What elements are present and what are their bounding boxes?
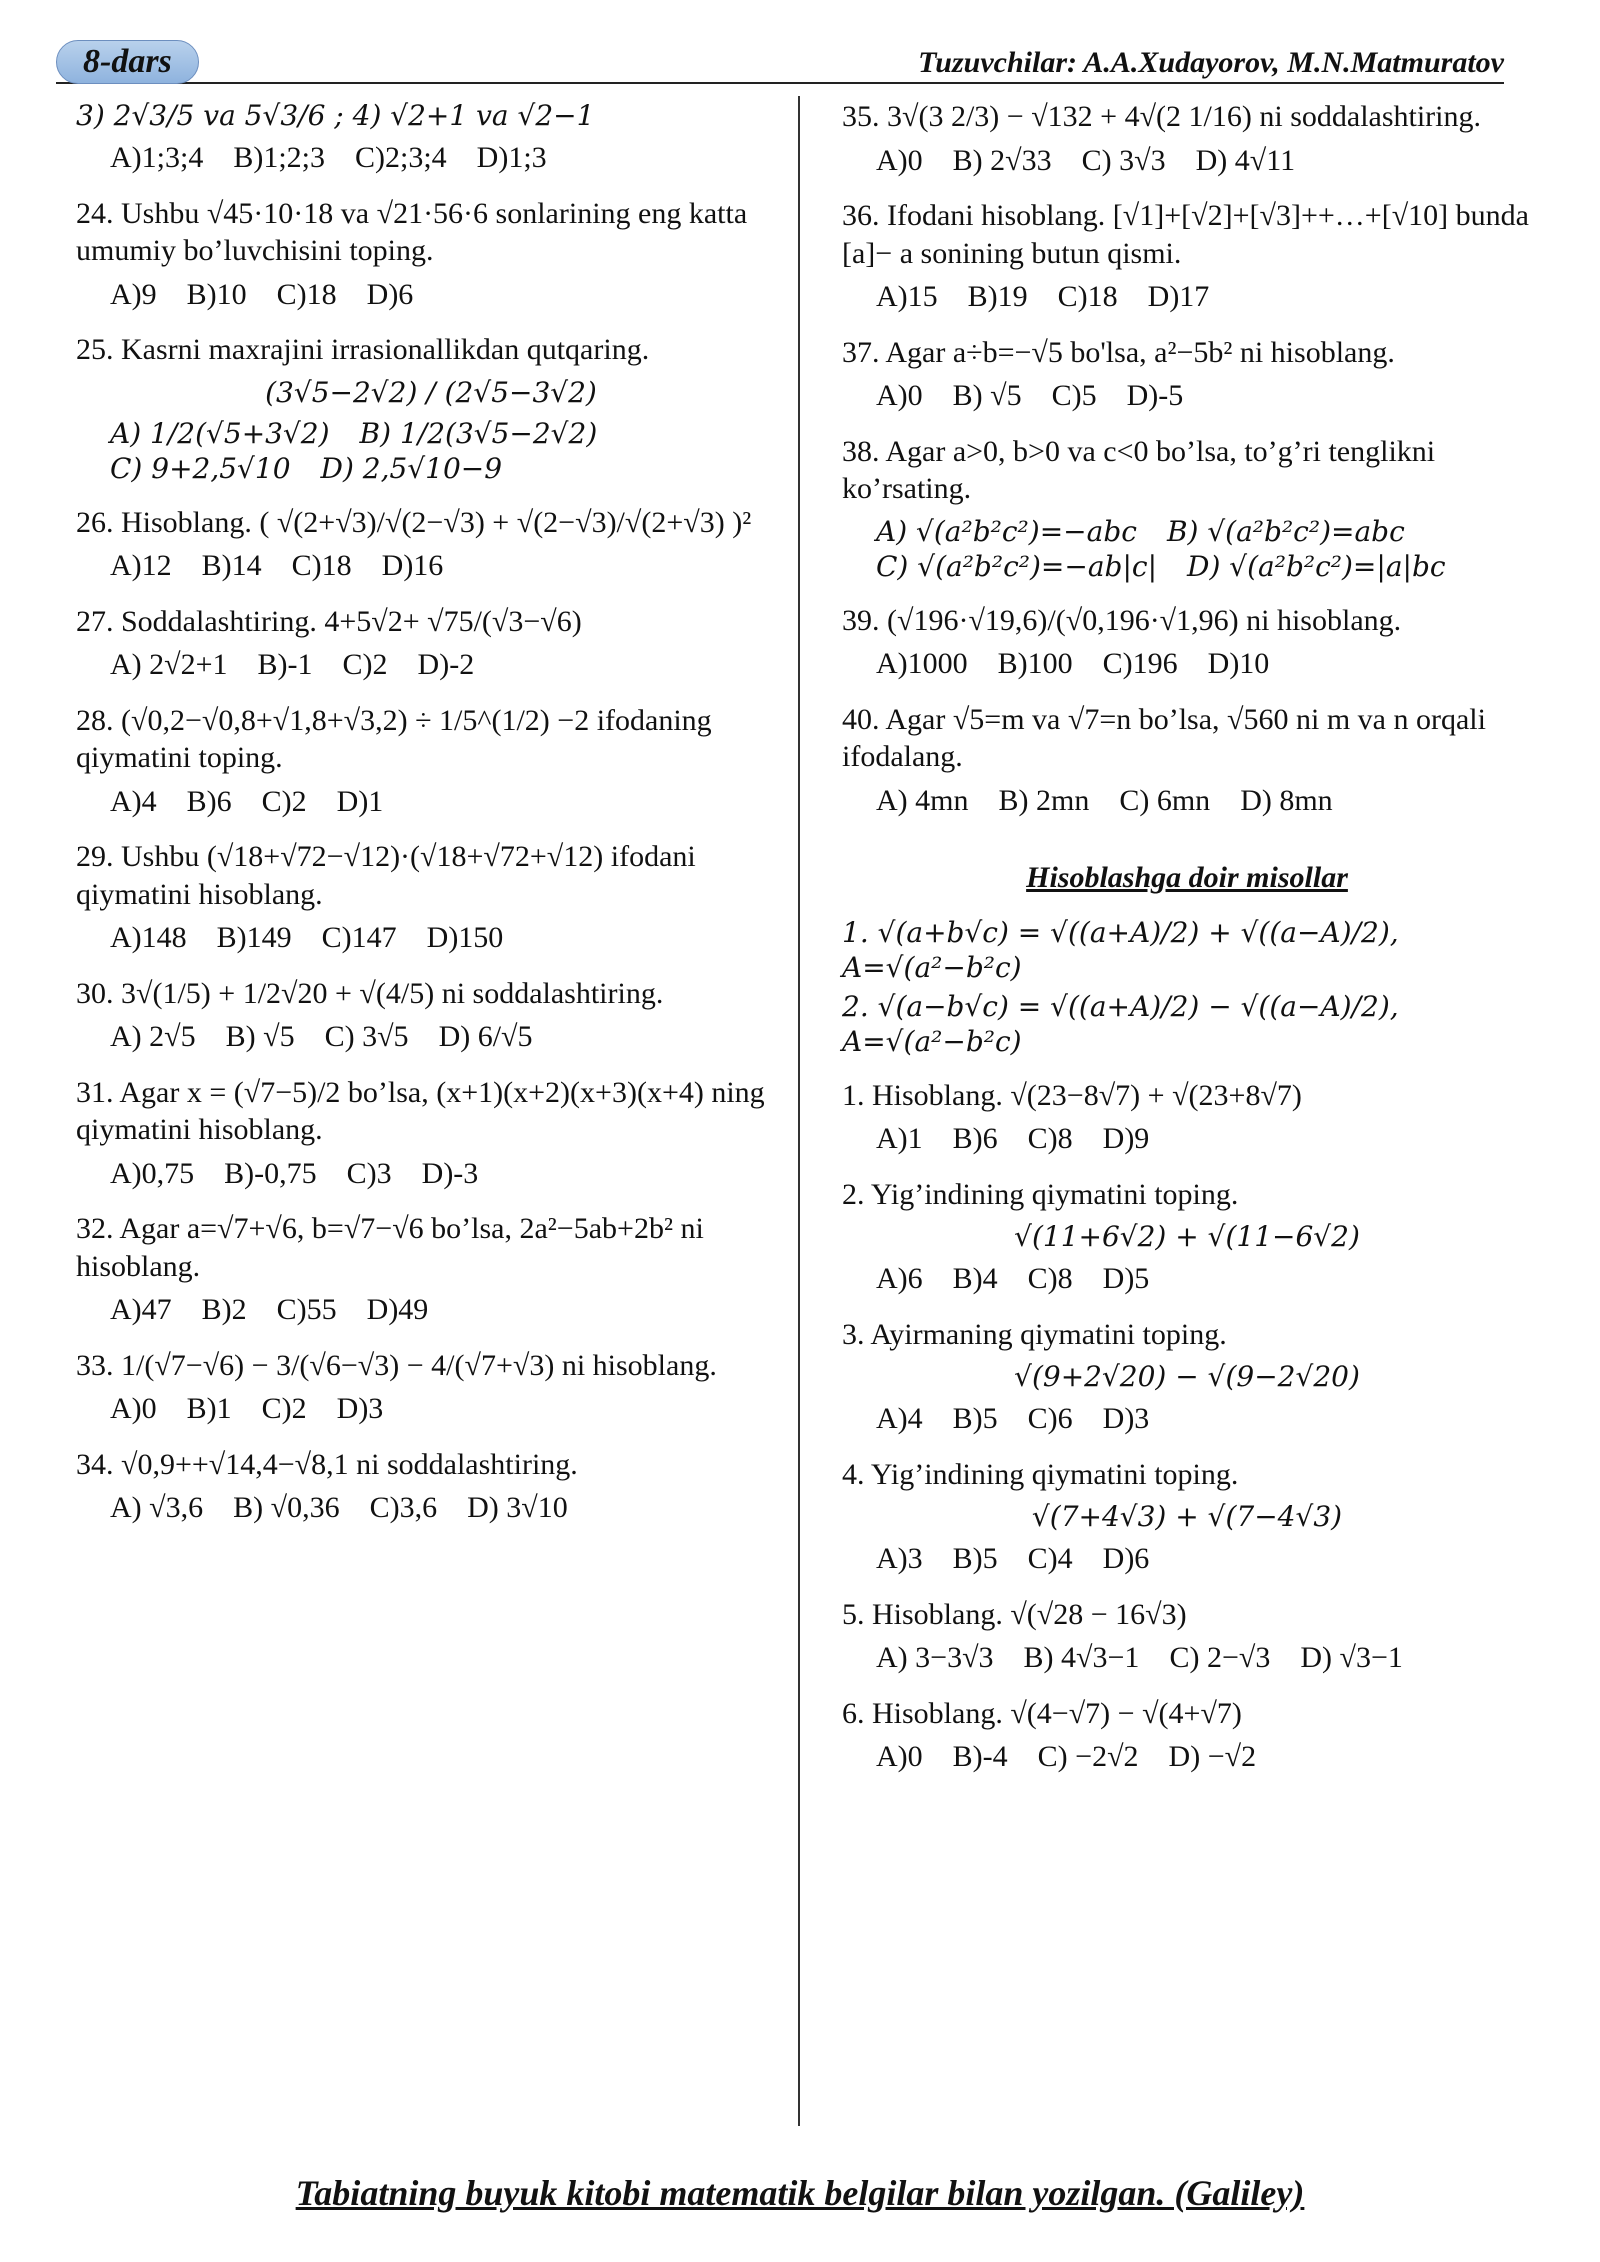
answer-option: B)19	[967, 280, 1028, 313]
answer-option: B) 2√33	[952, 143, 1052, 177]
answer-option: A) 2√2+1	[110, 648, 228, 681]
exercise-4-answers	[876, 1540, 1532, 1578]
answer-option: B)5	[952, 1402, 998, 1435]
question-32: 32. Agar a=√7+√6, b=√7−√6 bo’lsa, 2a²−5ab+2b² ni hisoblang.	[76, 1212, 704, 1283]
answer-option: A) 3−3√3	[876, 1641, 994, 1674]
answer-option: D)1	[336, 784, 384, 818]
exercise-2-expression: √(11+6√2) + √(11−6√2)	[1014, 1220, 1360, 1253]
answer-option: A)1	[876, 1122, 923, 1155]
answer-option: A)3	[876, 1542, 923, 1575]
answers-32	[110, 1291, 786, 1329]
formula-1: 1. √(a+b√c) = √((a+A)/2) + √((a−A)/2), A=√(a²−b²c)	[842, 915, 1399, 984]
answer-option: B) 2mn	[998, 783, 1090, 817]
answer-option: A)0	[876, 1740, 923, 1773]
answer-option: A)0,75	[110, 1156, 195, 1190]
answer-option: A)1000	[876, 647, 968, 680]
answers-37	[876, 377, 1532, 415]
answer-option: B)10	[186, 277, 247, 311]
exercise-1: 1. Hisoblang. √(23−8√7) + √(23+8√7)	[842, 1078, 1302, 1112]
answer-option: B)1	[186, 1392, 232, 1425]
answer-option: C)5	[1051, 379, 1097, 412]
answer-option: B)-1	[257, 648, 313, 681]
exercise-3-expression: √(9+2√20) − √(9−2√20)	[1014, 1360, 1360, 1393]
answers-34	[110, 1489, 786, 1527]
answer-option: D) 3√10	[467, 1491, 568, 1524]
authors-line: Tuzuvchilar: A.A.Xudayorov, M.N.Matmuratov	[918, 46, 1504, 79]
answer-option: D)-5	[1126, 379, 1184, 412]
answer-option: A)0	[110, 1392, 157, 1425]
answer-option: C)55	[276, 1293, 337, 1326]
answer-option: C)3	[346, 1156, 392, 1190]
answer-option: D)49	[366, 1293, 429, 1326]
answer-option: D)150	[426, 921, 504, 954]
right-column	[842, 98, 1532, 1794]
answer-option: C)196	[1102, 647, 1178, 680]
answer-option: B) √5	[225, 1020, 295, 1053]
answer-option: C)147	[321, 921, 397, 954]
answer-option: C)4	[1027, 1542, 1073, 1575]
question-34: 34. √0,9++√14,4−√8,1 ni soddalashtiring.	[76, 1447, 578, 1481]
answer-option: B)5	[952, 1542, 998, 1575]
answer-option: D) 6/√5	[438, 1020, 533, 1053]
answers-28	[110, 783, 786, 821]
answer-option: A)148	[110, 921, 187, 954]
left-column	[76, 98, 786, 1545]
question-28: 28. (√0,2−√0,8+√1,8+√3,2) ÷ 1/5^(1/2) −2 ifodaning qiymatini toping.	[76, 703, 712, 774]
answer-option: B)1;2;3	[233, 141, 325, 174]
answer-option: D)5	[1102, 1262, 1150, 1295]
answer-option: B) 4√3−1	[1023, 1641, 1140, 1674]
answer-option: A) 1/2(√5+3√2)	[110, 416, 330, 450]
answer-option: D)10	[1207, 647, 1270, 680]
exercise-2: 2. Yig’indining qiymatini toping.	[842, 1177, 1239, 1211]
question-24: 24. Ushbu √45·10·18 va √21·56·6 sonlarining eng katta umumiy bo’luvchisini toping.	[76, 196, 748, 267]
exercise-5-answers	[876, 1639, 1532, 1677]
answer-option: D)3	[336, 1392, 384, 1425]
answer-option: B)14	[201, 549, 262, 582]
answer-option: B)2	[201, 1293, 247, 1326]
question-39: 39. (√196·√19,6)/(√0,196·√1,96) ni hisoblang.	[842, 603, 1402, 637]
exercise-2-answers	[876, 1260, 1532, 1298]
answer-option: C)2;3;4	[355, 141, 447, 174]
answer-option: A) 4mn	[876, 783, 969, 817]
exercise-6-answers	[876, 1738, 1532, 1776]
answer-option: D)3	[1102, 1402, 1150, 1435]
question-25-expression: (3√5−2√2) / (2√5−3√2)	[265, 375, 597, 409]
answer-option: A)0	[876, 379, 923, 412]
answer-option: C) 6mn	[1119, 783, 1211, 817]
answer-option: C) √(a²b²c²)=−ab|c|	[876, 549, 1157, 583]
exercise-6: 6. Hisoblang. √(4−√7) − √(4+√7)	[842, 1696, 1242, 1730]
answer-option: C) 2−√3	[1169, 1641, 1271, 1674]
answer-option: C)8	[1027, 1122, 1073, 1155]
answer-option: B) √5	[952, 379, 1022, 412]
answer-option: D)6	[1102, 1542, 1150, 1575]
question-29: 29. Ushbu (√18+√72−√12)·(√18+√72+√12) ifodani qiymatini hisoblang.	[76, 840, 696, 911]
question-3: 3) 2√3/5 va 5√3/6 ; 4) √2+1 va √2−1	[76, 99, 595, 132]
answers-30	[110, 1018, 786, 1056]
answer-option: C) 3√5	[324, 1020, 409, 1053]
answer-option: C)2	[261, 784, 307, 818]
answer-option: A)1;3;4	[110, 141, 204, 174]
answer-option: C)18	[1057, 280, 1118, 313]
answer-option: C)18	[291, 549, 352, 582]
exercise-5: 5. Hisoblang. √(√28 − 16√3)	[842, 1597, 1187, 1631]
answer-option: C)18	[276, 277, 337, 311]
answer-option: D) 8mn	[1240, 783, 1333, 817]
answer-option: A)0	[876, 143, 923, 177]
answers-31	[110, 1155, 786, 1193]
answer-option: D) 2,5√10−9	[320, 451, 503, 485]
answers-29	[110, 919, 786, 957]
exercise-1-answers	[876, 1120, 1532, 1158]
answer-option: A)12	[110, 549, 172, 582]
answer-option: D)6	[366, 277, 414, 311]
footer-quote: Tabiatning buyuk kitobi matematik belgilar bilan yozilgan. (Galiley)	[295, 2173, 1305, 2213]
question-36: 36. Ifodani hisoblang. [√1]+[√2]+[√3]++…+[√10] bunda [a]− a sonining butun qismi.	[842, 199, 1529, 270]
answer-option: D)-3	[421, 1156, 479, 1190]
answer-option: B)4	[952, 1262, 998, 1295]
answers-24	[110, 276, 786, 314]
lesson-badge: 8-dars	[56, 40, 199, 84]
question-40: 40. Agar √5=m va √7=n bo’lsa, √560 ni m va n orqali ifodalang.	[842, 702, 1486, 773]
answer-option: A)4	[110, 784, 157, 818]
answer-option: B) √(a²b²c²)=abc	[1166, 514, 1405, 548]
answer-option: D) √(a²b²c²)=|a|bc	[1187, 549, 1446, 583]
question-31: 31. Agar x = (√7−5)/2 bo’lsa, (x+1)(x+2)(x+3)(x+4) ning qiymatini hisoblang.	[76, 1075, 765, 1146]
question-38: 38. Agar a>0, b>0 va c<0 bo’lsa, to’g’ri tenglikni ko’rsating.	[842, 434, 1436, 505]
answer-option: B)6	[186, 784, 232, 818]
answer-option: B)-4	[952, 1740, 1008, 1773]
answer-option: C)6	[1027, 1402, 1073, 1435]
answer-option: D)17	[1147, 280, 1210, 313]
answer-option: C)2	[342, 648, 388, 681]
question-26: 26. Hisoblang. ( √(2+√3)/√(2−√3) + √(2−√3)/√(2+√3) )²	[76, 505, 752, 539]
answer-option: B)149	[216, 921, 292, 954]
page-header	[56, 40, 1504, 84]
answers-40	[876, 782, 1532, 820]
answer-option: D)9	[1102, 1122, 1150, 1155]
question-25: 25. Kasrni maxrajini irrasionallikdan qutqaring.	[76, 333, 650, 366]
answer-option: D) −√2	[1168, 1740, 1257, 1773]
question-30: 30. 3√(1/5) + 1/2√20 + √(4/5) ni soddalashtiring.	[76, 976, 664, 1010]
answers-25	[110, 416, 786, 486]
question-35: 35. 3√(3 2/3) − √132 + 4√(2 1/16) ni soddalashtiring.	[842, 100, 1482, 133]
answer-option: C)3,6	[369, 1491, 438, 1524]
question-37: 37. Agar a÷b=−√5 bo'lsa, a²−5b² ni hisoblang.	[842, 335, 1395, 369]
answer-option: C) 9+2,5√10	[110, 451, 291, 485]
answers-35	[876, 142, 1532, 180]
answer-option: D)1;3	[476, 141, 547, 174]
answer-option: B) 1/2(3√5−2√2)	[359, 416, 598, 450]
answer-option: A)15	[876, 280, 938, 313]
answers-36	[876, 278, 1532, 316]
question-33: 33. 1/(√7−√6) − 3/(√6−√3) − 4/(√7+√3) ni hisoblang.	[76, 1348, 717, 1382]
answers-38	[876, 514, 1532, 584]
exercise-3-answers	[876, 1400, 1532, 1438]
answer-option: B)-0,75	[224, 1156, 317, 1190]
exercise-4-expression: √(7+4√3) + √(7−4√3)	[1031, 1500, 1343, 1533]
answers-26	[110, 547, 786, 585]
answer-option: D)-2	[417, 648, 475, 681]
answers-39	[876, 645, 1532, 683]
answer-option: D) √3−1	[1300, 1641, 1403, 1674]
answer-option: C) −2√2	[1037, 1740, 1139, 1773]
section-title: Hisoblashga doir misollar	[1026, 861, 1348, 894]
question-27: 27. Soddalashtiring. 4+5√2+ √75/(√3−√6)	[76, 604, 582, 638]
exercise-4: 4. Yig’indining qiymatini toping.	[842, 1457, 1239, 1491]
answer-option: B)100	[997, 647, 1073, 680]
formula-2: 2. √(a−b√c) = √((a+A)/2) − √((a−A)/2), A=√(a²−b²c)	[842, 989, 1399, 1058]
answer-option: C)2	[261, 1392, 307, 1425]
exercise-3: 3. Ayirmaning qiymatini toping.	[842, 1317, 1227, 1351]
answers-3	[110, 139, 786, 177]
column-divider	[798, 96, 800, 2126]
answer-option: A)6	[876, 1262, 923, 1295]
answer-option: A)47	[110, 1293, 172, 1326]
answer-option: A)4	[876, 1402, 923, 1435]
answer-option: A)9	[110, 277, 157, 311]
answers-33	[110, 1390, 786, 1428]
answer-option: C) 3√3	[1081, 143, 1166, 177]
answer-option: D) 4√11	[1195, 143, 1296, 177]
answer-option: D)16	[381, 549, 444, 582]
answer-option: C)8	[1027, 1262, 1073, 1295]
answer-option: A) 2√5	[110, 1020, 196, 1053]
answer-option: B) √0,36	[233, 1491, 340, 1524]
answers-27	[110, 646, 786, 684]
answer-option: A) √(a²b²c²)=−abc	[876, 514, 1137, 548]
answer-option: B)6	[952, 1122, 998, 1155]
answer-option: A) √3,6	[110, 1491, 204, 1524]
